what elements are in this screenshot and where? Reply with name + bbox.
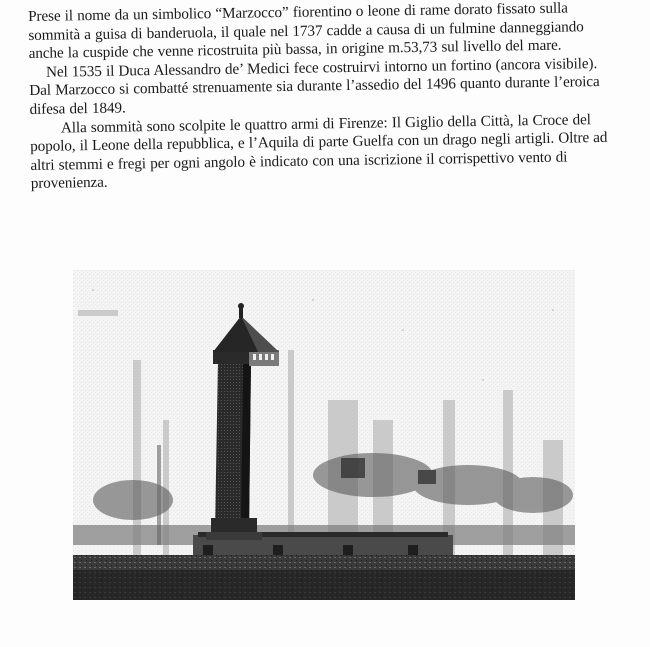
tower-photo-icon xyxy=(73,270,575,600)
paragraph-armi-firenze: Alla sommità sono scolpite le quattro armi di Firenze: Il Giglio della Città, la Croce del popolo, il Leone della repubblica, e l’Aquila di parte Guelfa con un drago negli artigli. Oltre ad altri stemmi e fregi per ogni angolo è indicato con una iscrizione il corrispettivo vento di provenienza. xyxy=(30,110,608,193)
paragraph-fortino: Nel 1535 il Duca Alessandro de’ Medici fece costruirvi intorno un fortino (ancora visibile). Dal Marzocco si combatté strenuamente sia durante l’assedio del 1496 quanto durante l’eroica difesa del 1849. xyxy=(29,54,600,118)
tower-photo xyxy=(73,270,575,600)
paragraph-marzocco-name: Prese il nome da un simbolico “Marzocco” fiorentino o leone di rame dorato fissato sulla sommità a guisa di banderuola, il quale nel 1737 cadde a causa di un fulmine danneggiando anche la cuspide che venne ricostruita più bassa, in origine m.53,73 sul livello del mare. xyxy=(28,0,584,63)
text-body xyxy=(28,0,621,194)
